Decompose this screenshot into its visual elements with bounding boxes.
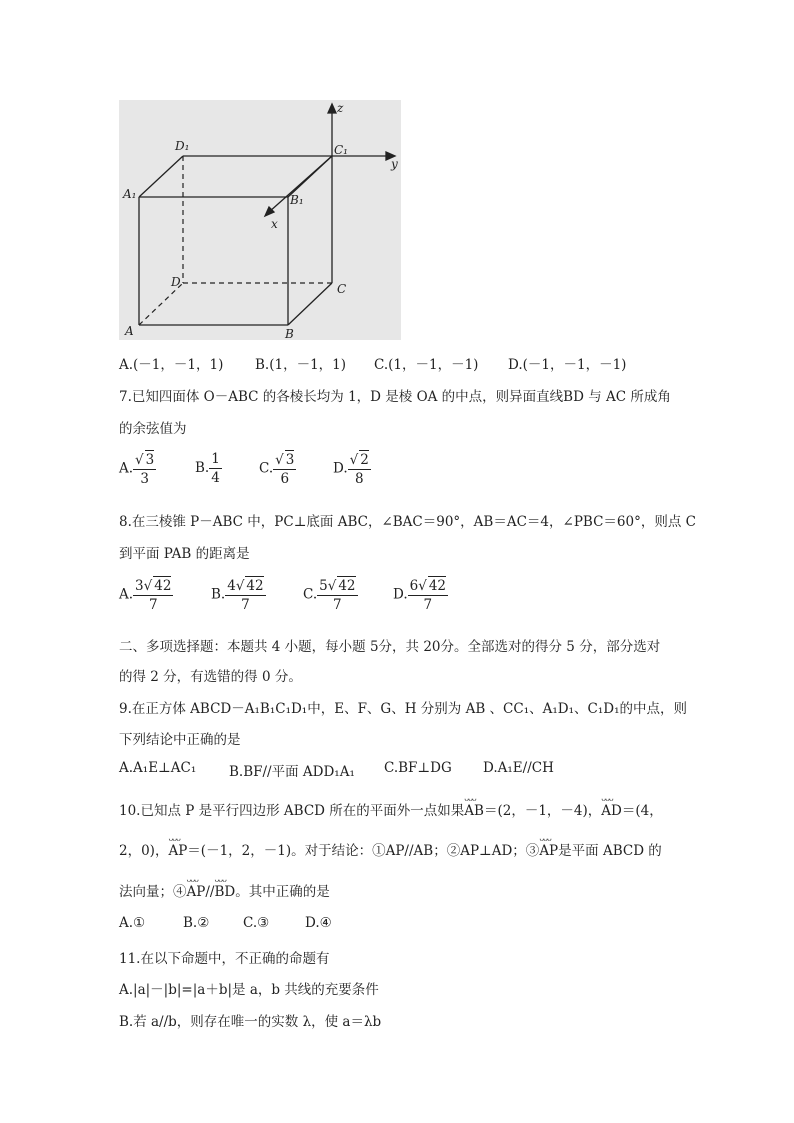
section2-line1: 二、多项选择题：本题共 4 小题，每小题 5分，共 20分。全部选对的得分 5 分，部分选对 [119, 639, 661, 655]
vector-ap: ᴗᴗᴗ AP [168, 843, 187, 859]
label-z: z [337, 101, 344, 115]
q8-option-b: B. $\frac{4√ 42}{7}$ [211, 578, 264, 613]
z-arrow [328, 104, 336, 113]
vector-ab: ᴗᴗᴗ AB [464, 803, 484, 819]
label-c: C [337, 282, 347, 296]
cube-diagram [119, 100, 401, 340]
q9-option-a: A.A₁E⊥AC₁ [119, 760, 197, 776]
q6-option-a: A.(－1，－1，1) [119, 357, 224, 373]
q6-option-b: B.(1，－1，1) [255, 357, 347, 373]
q9-option-c: C.BF⊥DG [384, 760, 452, 776]
q7-option-a: A. $\frac{√ 3}{3}$ [119, 452, 155, 487]
q11-option-a: A.|a|－|b|=|a＋b|是 a，b 共线的充要条件 [119, 982, 379, 998]
q11-option-b: B.若 a//b，则存在唯一的实数 λ，使 a＝λb [119, 1014, 382, 1030]
vector-ap: ᴗᴗᴗ AP [187, 884, 206, 900]
edge-a1d1 [139, 156, 183, 197]
label-d: D [171, 275, 181, 289]
vector-ap: ᴗᴗᴗ AP [539, 843, 558, 859]
q8-line1: 8.在三棱锥 P－ABC 中，PC⊥底面 ABC，∠BAC＝90°，AB＝AC＝4，∠PBC＝60°，则点 C [119, 514, 696, 530]
q8-option-a: A. $\frac{3√ 42}{7}$ [119, 578, 172, 613]
section2-line2: 的得 2 分，有选错的得 0 分。 [119, 669, 302, 685]
q11-line1: 11.在以下命题中，不正确的命题有 [119, 951, 330, 967]
q6-option-c: C.(1，－1，－1) [374, 357, 479, 373]
q10-line1: 10.已知点 P 是平行四边形 ABCD 所在的平面外一点如果ᴗᴗᴗ AB＝(2，－1，－4)，ᴗᴗᴗ AD＝(4， [119, 799, 663, 819]
vector-ad: ᴗᴗᴗ AD [601, 803, 622, 819]
edge-bc [288, 283, 332, 325]
label-y: y [391, 157, 398, 171]
edge-ad-hidden [139, 283, 183, 325]
label-x: x [271, 217, 278, 231]
q10-option-b: B.② [183, 915, 210, 931]
q7-line2: 的余弦值为 [119, 421, 187, 437]
q9-option-b: B.BF//平面 ADD₁A₁ [229, 764, 355, 780]
label-d1: D₁ [175, 139, 190, 153]
label-a: A [125, 324, 134, 338]
q9-option-d: D.A₁E//CH [483, 760, 554, 776]
label-a1: A₁ [123, 187, 137, 201]
q10-option-a: A.① [119, 915, 146, 931]
q10-line3: 法向量；④ᴗᴗᴗ AP//ᴗᴗᴗ BD。其中正确的是 [119, 880, 330, 900]
q8-option-c: C. $\frac{5√ 42}{7}$ [303, 578, 356, 613]
q8-option-d: D. $\frac{6√ 42}{7}$ [393, 578, 447, 613]
label-b1: B₁ [290, 193, 304, 207]
q7-option-b: B. $\frac{1}{4}$ [195, 451, 220, 486]
label-b: B [285, 327, 294, 340]
q6-option-d: D.(－1，－1，－1) [508, 357, 627, 373]
vector-bd: ᴗᴗᴗ BD [214, 884, 235, 900]
q7-option-d: D. $\frac{√ 2}{8}$ [333, 452, 369, 487]
q7-option-c: C. $\frac{√ 3}{6}$ [259, 452, 295, 487]
q8-line2: 到平面 PAB 的距离是 [119, 546, 250, 562]
q9-line2: 下列结论中正确的是 [119, 732, 241, 748]
q10-option-c: C.③ [243, 915, 270, 931]
q10-line2: 2，0)，ᴗᴗᴗ AP＝(－1，2，－1)。对于结论：①AP//AB；②AP⊥AD；③ᴗᴗᴗ AP是平面 ABCD 的 [119, 839, 662, 859]
label-c1: C₁ [334, 143, 348, 157]
q9-line1: 9.在正方体 ABCD－A₁B₁C₁D₁中，E、F、G、H 分别为 AB 、CC₁、A₁D₁、C₁D₁的中点，则 [119, 701, 687, 717]
q10-option-d: D.④ [305, 915, 332, 931]
cube-figure [119, 100, 401, 340]
q7-line1: 7.已知四面体 O－ABC 的各棱长均为 1，D 是棱 OA 的中点，则异面直线BD 与 AC 所成角 [119, 389, 671, 405]
